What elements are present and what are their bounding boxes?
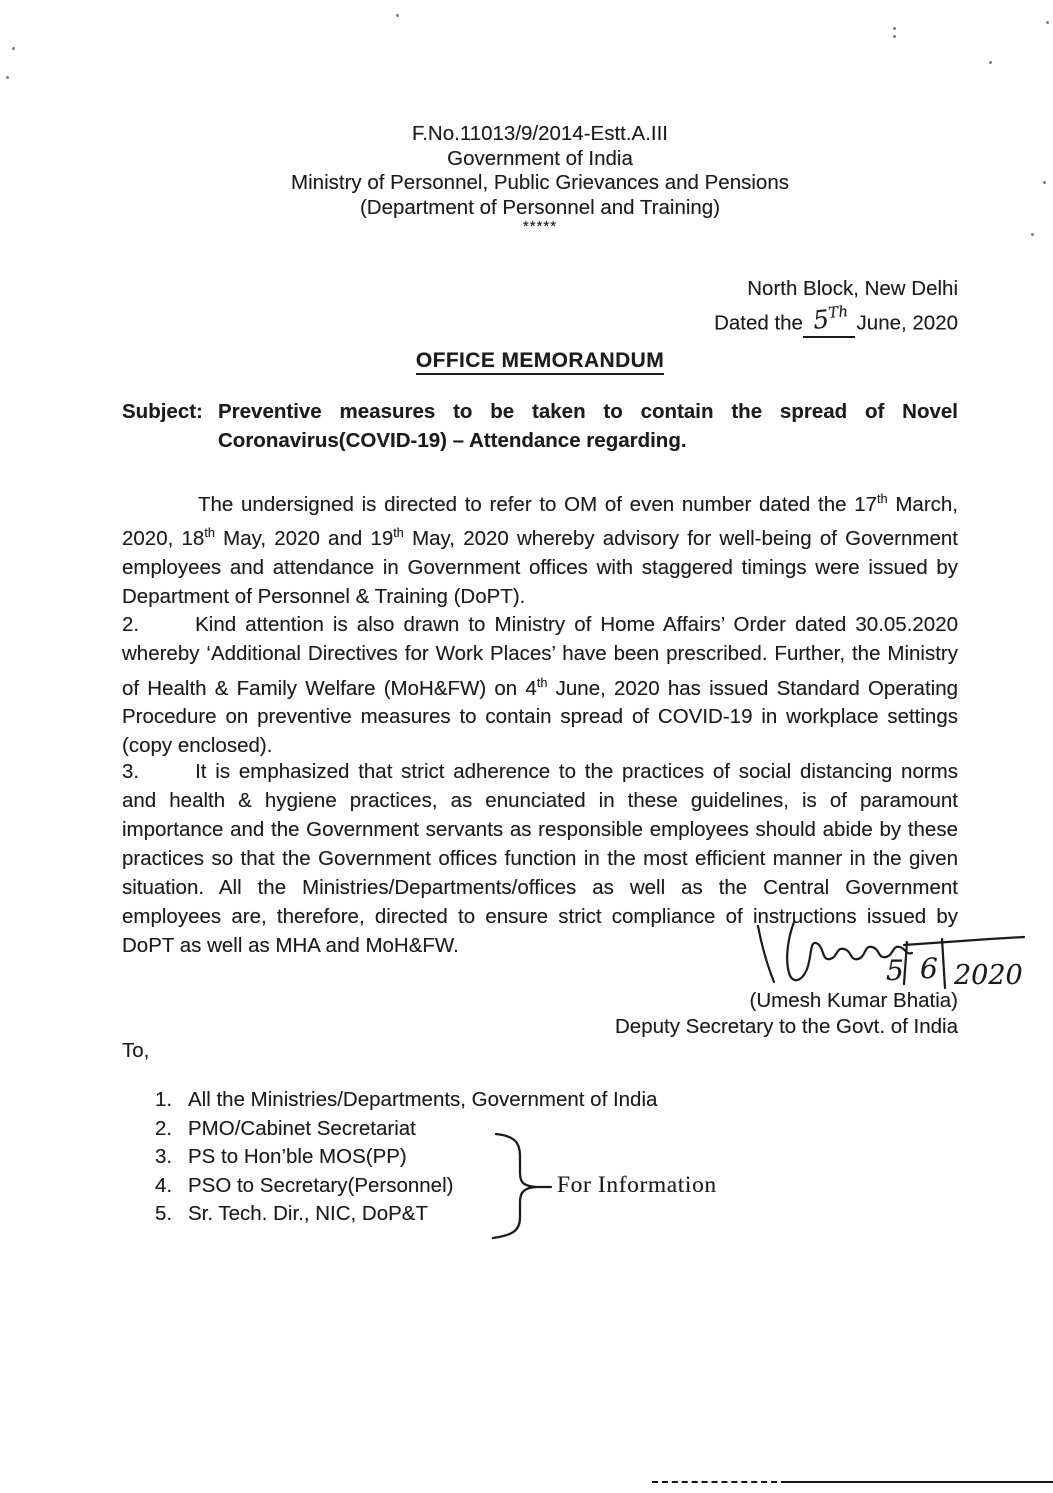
signatory-designation: Deputy Secretary to the Govt. of India bbox=[615, 1015, 958, 1038]
scan-speck bbox=[396, 14, 399, 17]
scan-speck bbox=[12, 47, 15, 50]
scan-speck bbox=[893, 35, 896, 38]
signatory-name: (Umesh Kumar Bhatia) bbox=[749, 989, 958, 1012]
scan-speck bbox=[989, 61, 992, 64]
subject-block bbox=[122, 397, 958, 455]
svg-text:6: 6 bbox=[920, 952, 938, 985]
subject-text: Preventive measures to be taken to contain the spread of Novel Coronavirus(COVID-19) – Attendance regarding. bbox=[218, 400, 958, 452]
svg-text:2020: 2020 bbox=[954, 960, 1023, 991]
paragraph-3-number: 3. bbox=[122, 759, 140, 783]
grouping-brace bbox=[486, 1130, 558, 1242]
scan-speck bbox=[6, 76, 9, 79]
date-line: Dated the 5Th June, 2020 bbox=[122, 302, 958, 338]
bottom-rule bbox=[652, 1481, 1053, 1483]
paragraph-2-number: 2. bbox=[122, 612, 140, 636]
star-separator: ***** bbox=[522, 218, 558, 235]
paragraph-2: 2. Kind attention is also drawn to Ministry of Home Affairs’ Order dated 30.05.2020 whereby ‘Additional Directives for Work Places’ have been prescribed. Further, the Ministry of Health & Family Welfare (MoH&FW) on 4th June, 2020 has issued Standard Operating Procedure on preventive measures to contain spread of COVID-19 in workplace settings (copy enclosed). bbox=[122, 612, 959, 758]
list-item: 2. PMO/Cabinet Secretariat bbox=[155, 1116, 416, 1140]
scan-speck bbox=[1046, 21, 1049, 24]
list-item: 5. Sr. Tech. Dir., NIC, DoP&T bbox=[155, 1202, 428, 1225]
scan-speck bbox=[1043, 181, 1046, 184]
file-number: F.No.11013/9/2014-Estt.A.III bbox=[411, 122, 669, 145]
paragraph-1: The undersigned is directed to refer to OM of even number dated the 17th March, 2020, 18th May, 2020 and 19th May, 2020 whereby advisory for well-being of Government employees and attendance in Government offices with staggered timings were issued by Department of Personnel & Training (DoPT). bbox=[122, 490, 958, 609]
document-title: OFFICE MEMORANDUM bbox=[122, 349, 958, 373]
dateline bbox=[122, 276, 958, 338]
department-line: (Department of Personnel and Training) bbox=[359, 195, 721, 219]
place-line: North Block, New Delhi bbox=[747, 277, 958, 300]
list-item: 4. PSO to Secretary(Personnel) bbox=[155, 1173, 454, 1197]
scan-speck bbox=[1031, 233, 1034, 236]
scan-speck bbox=[893, 27, 896, 30]
government-line: Government of India bbox=[447, 146, 633, 170]
letterhead bbox=[122, 122, 958, 234]
list-item: 1. All the Ministries/Departments, Government of India bbox=[155, 1088, 658, 1111]
paragraph-3: 3. It is emphasized that strict adherence to the practices of social distancing norms and health & hygiene practices, as enunciated in these guidelines, is of paramount importance and the Government servants as responsible employees should abide by these practices so that the Government offices function in the most efficient manner in the given situation. All the Ministries/Departments/offices as well as the Central Government employees are, therefore, directed to ensure strict compliance of instructions issued by DoPT as well as MHA and MoH&FW. bbox=[122, 759, 958, 957]
svg-text:5: 5 bbox=[886, 954, 904, 987]
for-information-note: For Information bbox=[557, 1172, 717, 1198]
list-item: 3. PS to Hon’ble MOS(PP) bbox=[155, 1145, 407, 1168]
distribution-list bbox=[155, 1086, 715, 1229]
ministry-line: Ministry of Personnel, Public Grievances and Pensions bbox=[291, 171, 789, 194]
subject-label: Subject: bbox=[122, 400, 203, 423]
salutation: To, bbox=[122, 1039, 150, 1062]
handwritten-date-day: 5Th bbox=[803, 302, 855, 338]
